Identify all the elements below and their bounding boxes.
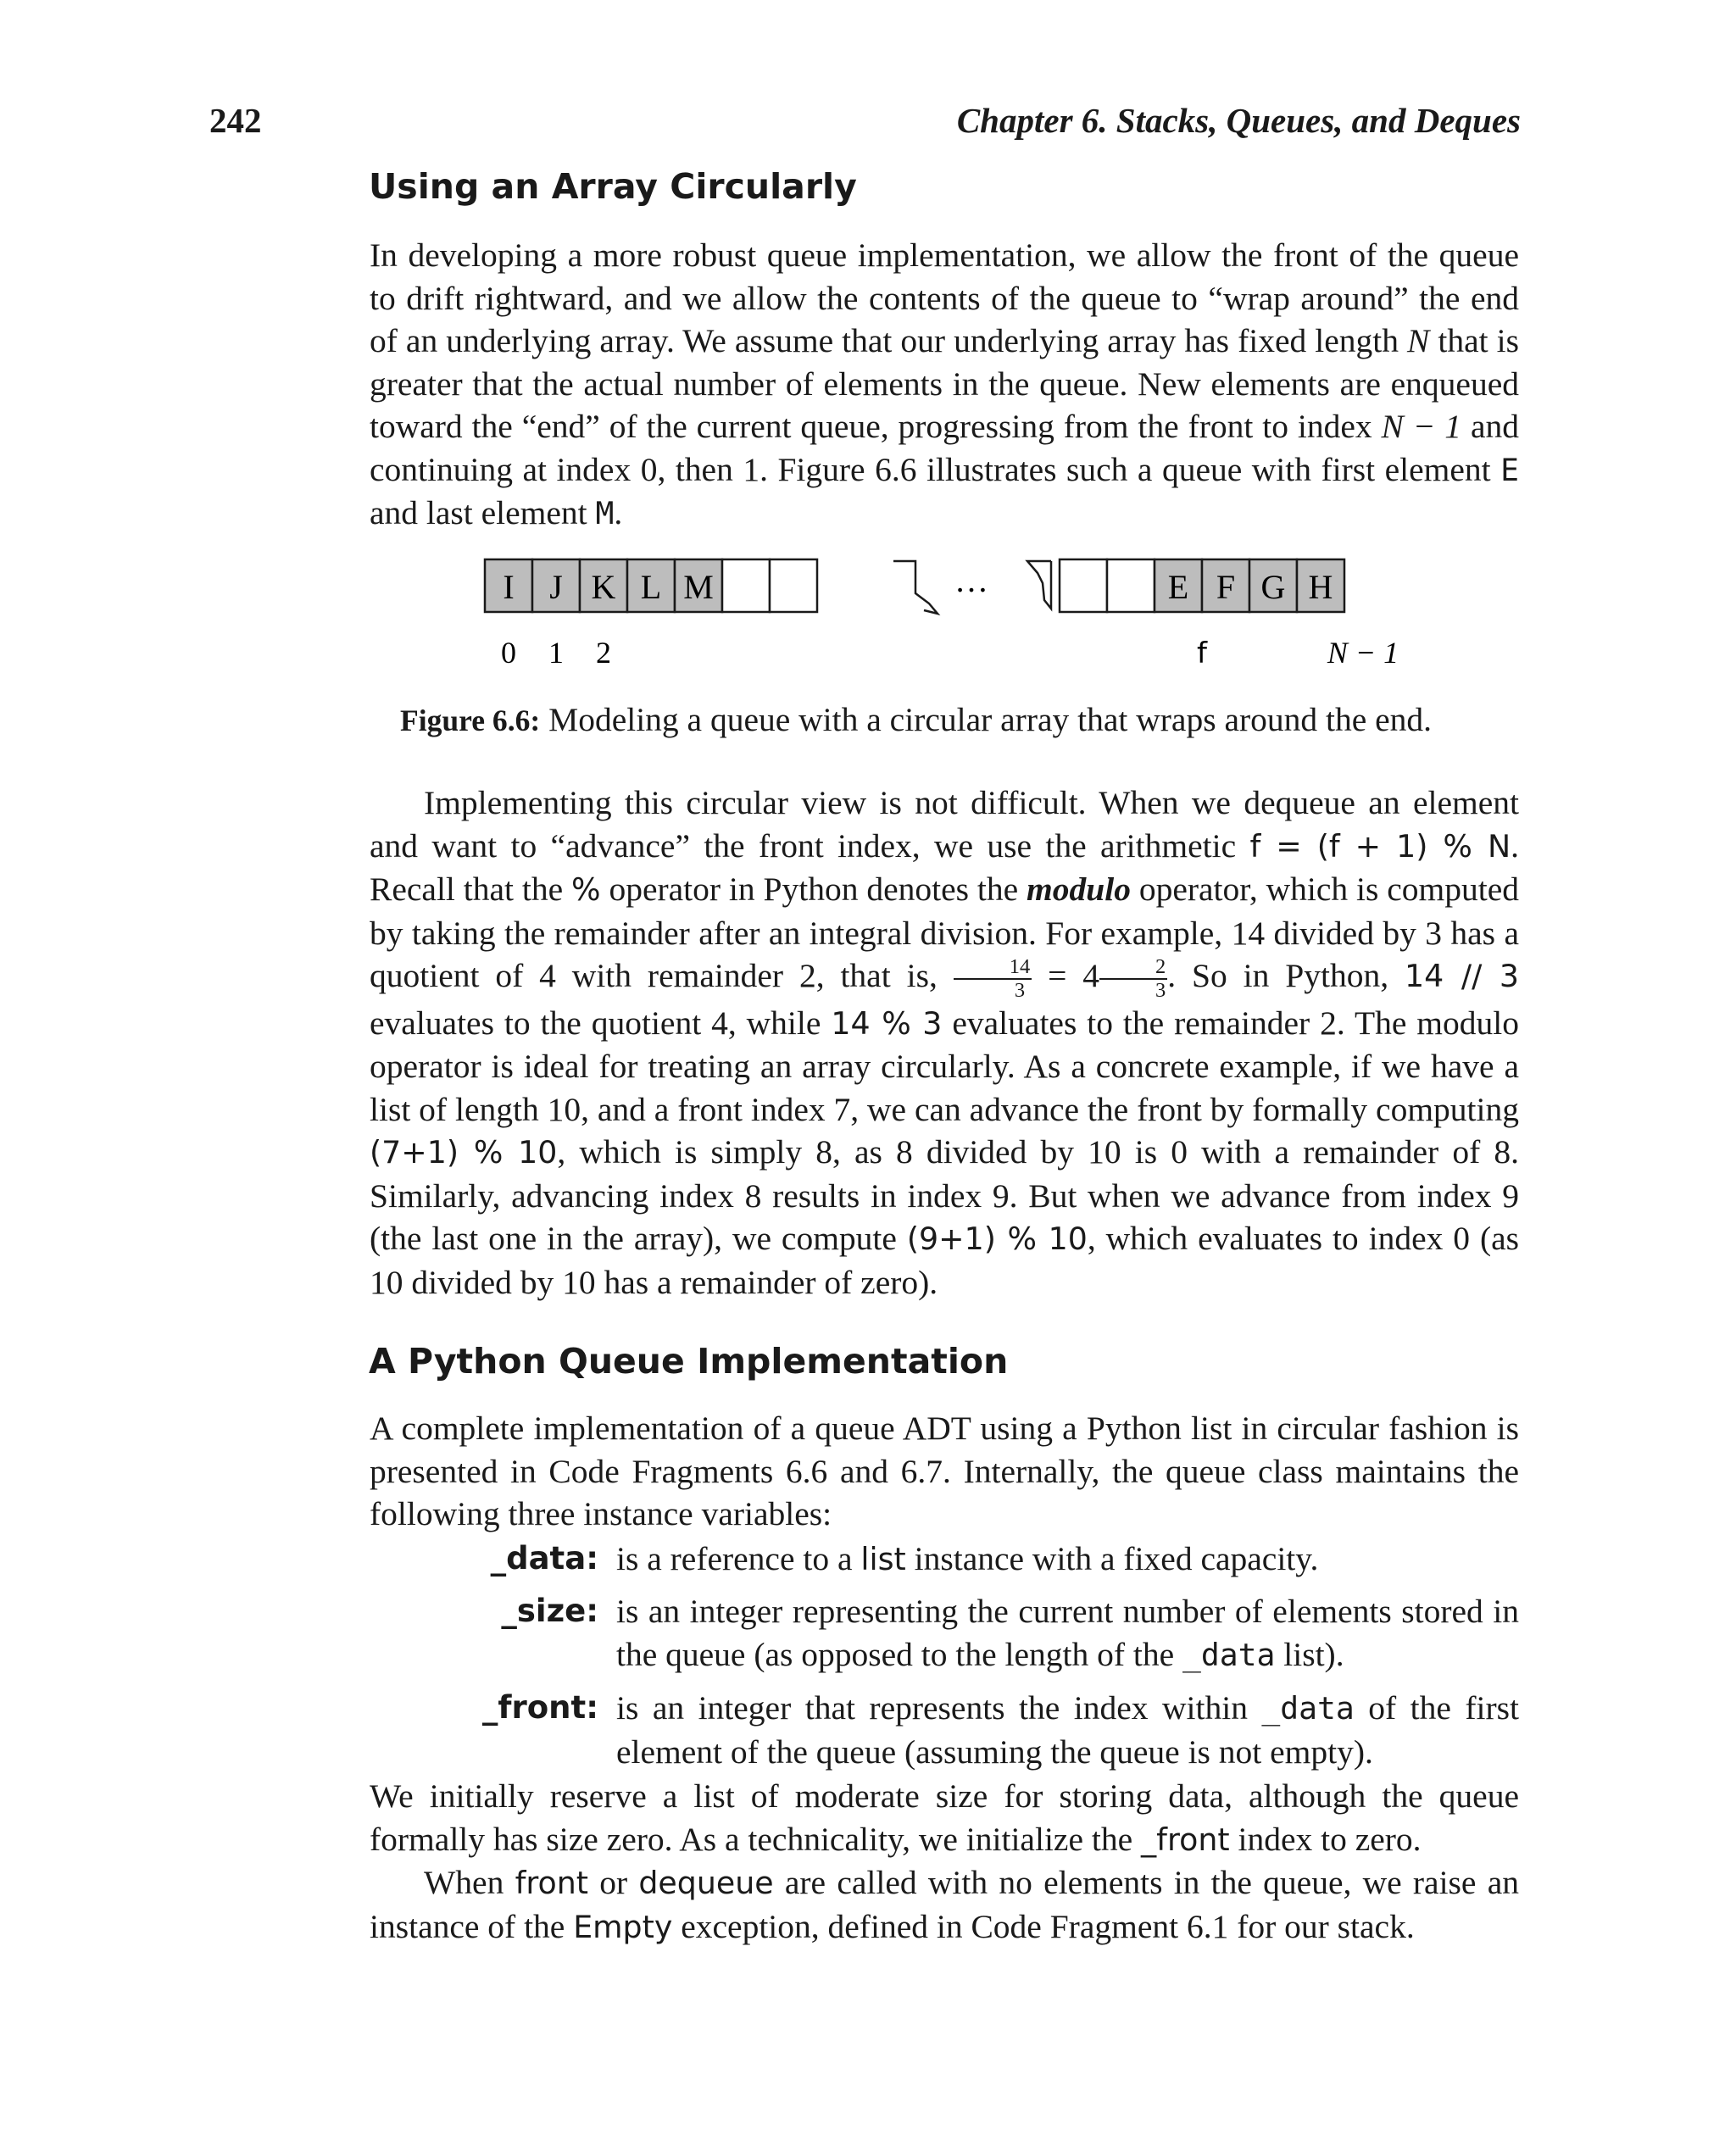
array-cell-label: K — [591, 568, 616, 606]
running-head: Chapter 6. Stacks, Queues, and Deques — [956, 101, 1521, 140]
paragraph-reserve: We initially reserve a list of moderate size for storing data, although the queue formally has size zero. As a technicality, we initialize the _front index to zero. — [370, 1777, 1519, 1858]
circular-array-figure — [475, 551, 1424, 678]
array-index-label: 2 — [596, 636, 611, 670]
paragraph-implementation-intro: A complete implementation of a queue ADT using a Python list in circular fashion is presented in Code Fragments 6.6 and 6.7. Internally, the queue class maintains the following three instance variables: — [370, 1410, 1519, 1532]
array-cell-label: G — [1260, 568, 1286, 606]
array-cell-label: M — [683, 568, 714, 606]
break-edge-left — [893, 561, 938, 614]
array-index-label: 0 — [501, 636, 516, 670]
variable-name: _data: — [490, 1540, 598, 1577]
array-cell-label: H — [1308, 568, 1333, 606]
variable-description: is a reference to a list instance with a fixed capacity. — [616, 1540, 1319, 1577]
paragraph-modulo: Implementing this circular view is not difficult. When we dequeue an element and want to “advance” the front index, we use the arithmetic f = (f + 1) % N. Recall that the % operator in Python denotes the modulo operator, which is computed by taking the remainder after an integral division. For example, 14 divided by 3 has a quotient of 4 with remainder 2, that is, $\frac{14}{3}$ = 4 $\frac{2}{3}$ . So in Python, 14 // 3 evaluates to the quotient 4, while 14 % 3 evaluates to the remainder 2. The modulo operator is ideal for treating an array circularly. As a concrete example, if we have a list of length 10, and a front index 7, we can advance the front by formally computing (7+1) % 10, which is simply 8, as 8 divided by 10 is 0 with a remainder of 8. Similarly, advancing index 8 results in index 9. But when we advance from index 9 (the last one in the array), we compute (9+1) % 10, which evaluates to index 0 (as 10 divided by 10 has a remainder of zero). — [370, 784, 1520, 1301]
ellipsis-glyph: … — [954, 561, 988, 599]
array-index-label: 1 — [548, 636, 564, 670]
array-cell-label: I — [503, 568, 515, 606]
array-cell-label: E — [1167, 568, 1189, 606]
paragraph-circular-intro: In developing a more robust queue implementation, we allow the front of the queue to drift rightward, and we allow the contents of the queue to “wrap around” the end of an underlying array. We assume that our underlying array has fixed length N that is greater that the actual number of elements in the queue. New elements are enqueued toward the “end” of the current queue, progressing from the front to index N − 1 and continuing at index 0, then 1. Figure 6.6 illustrates such a queue with first element E and last element M. — [370, 236, 1520, 531]
page-number: 242 — [209, 101, 262, 140]
variable-name: _size: — [501, 1593, 598, 1629]
array-cell-left-6 — [770, 559, 817, 612]
fraction-14-over-3: $\frac{14}{3}$ — [954, 956, 1032, 1001]
array-cell-left-5 — [722, 559, 770, 612]
fraction-2-over-3: $\frac{2}{3}$ — [1099, 956, 1167, 1001]
last-index-label: N − 1 — [1327, 636, 1399, 670]
section-title-array-circularly: Using an Array Circularly — [369, 166, 857, 207]
section-title-python-queue: A Python Queue Implementation — [369, 1341, 1009, 1382]
variable-description: is an integer that represents the index within _data of the first element of the queue (assuming the queue is not empty). — [616, 1689, 1519, 1771]
array-cell-right-1 — [1107, 559, 1155, 612]
paragraph-empty-exception: When front or dequeue are called with no elements in the queue, we raise an instance of the Empty exception, defined in Code Fragment 6.1 for our stack. — [370, 1864, 1519, 1945]
break-edge-right — [1027, 561, 1051, 609]
array-cell-right-0 — [1060, 559, 1107, 612]
array-cell-label: J — [549, 568, 563, 606]
variable-description: is an integer representing the current number of elements stored in the queue (as opposed to the length of the _data list). — [616, 1593, 1519, 1673]
variable-name: _front: — [481, 1689, 598, 1726]
figure-caption: Figure 6.6: Modeling a queue with a circular array that wraps around the end. — [400, 701, 1433, 738]
array-cell-label: L — [640, 568, 662, 606]
front-index-label: f — [1197, 637, 1207, 670]
array-cell-label: F — [1216, 568, 1236, 606]
